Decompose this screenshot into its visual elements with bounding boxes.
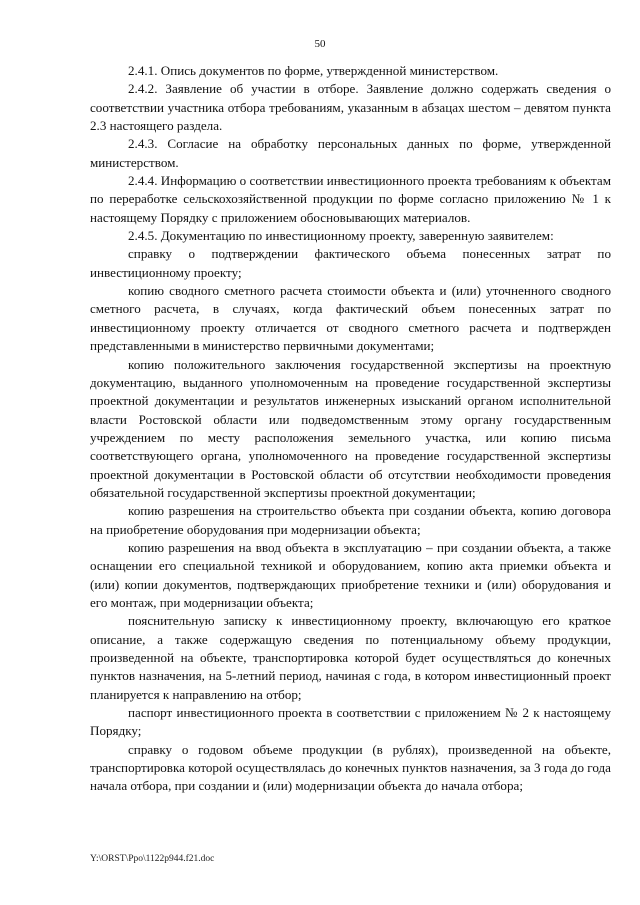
paragraph-2-4-2: 2.4.2. Заявление об участии в отборе. Заявление должно содержать сведения о соответствии участника отбора требованиям, указанным в абзацах шестом – девятом пункта 2.3 настоящего раздела. — [90, 81, 611, 134]
list-item-construction-permit: копию разрешения на строительство объекта при создании объекта, копию договора на приобретение оборудования при модернизации объекта; — [90, 503, 611, 537]
page-number: 50 — [314, 38, 326, 50]
list-item-estimate-copy: копию сводного сметного расчета стоимости объекта и (или) уточненного сводного сметного расчета, в случаях, когда фактический объем понесенных затрат по инвестиционному проекту отличается от сводного сметного расчета и подтвержден представленными в министерство первичными документами; — [90, 283, 611, 354]
list-item-explanatory-note: пояснительную записку к инвестиционному проекту, включающую его краткое описание, а также содержащую сведения по потенциальному объему продукции, произведенной на объекте, транспортировка которой будет осуществляться до конечных пунктов назначения, на 5-летний период, начиная с года, в котором инвестиционный проект планируется к направлению на отбор; — [90, 613, 611, 702]
list-item-commissioning-permit: копию разрешения на ввод объекта в эксплуатацию – при создании объекта, а также оснащении его специальной техникой и оборудованием, копию акта приемки объекта и (или) копии документов, подтверждающих приобретение техники и (или) оборудования и его монтаж, при модернизации объекта; — [90, 539, 611, 610]
list-item-project-passport: паспорт инвестиционного проекта в соответствии с приложением № 2 к настоящему Порядку; — [90, 705, 611, 739]
paragraph-2-4-1: 2.4.1. Опись документов по форме, утвержденной министерством. — [128, 63, 499, 78]
document-body — [90, 62, 611, 796]
list-item-annual-volume-certificate: справку о годовом объеме продукции (в рублях), произведенной на объекте, транспортировка которой осуществлялась до конечных пунктов назначения, за 3 года до года начала отбора, при создании и (или) модернизации объекта до начала отбора; — [90, 741, 611, 794]
list-item-cost-certificate: справку о подтверждении фактического объема понесенных затрат по инвестиционному проекту; — [90, 246, 611, 280]
paragraph-2-4-4: 2.4.4. Информацию о соответствии инвестиционного проекта требованиям к объектам по переработке сельскохозяйственной продукции по форме согласно приложению № 1 к настоящему Порядку с приложением обосновывающих материалов. — [90, 173, 611, 225]
list-item-expertise-conclusion: копию положительного заключения государственной экспертизы на проектную документацию, выданного уполномоченным на проведение государственной экспертизы проектной документации и результатов инженерных изысканий органом исполнительной власти Ростовской области или подведомственным этому органу государственным учреждением по месту расположения земельного участка, или копию письма соответствующего органа, уполномоченного на проведение государственной экспертизы проектной документации в Ростовской области об отсутствии необходимости проведения обязательной государственной экспертизы проектной документации; — [90, 356, 611, 500]
file-path-footer: Y:\ORST\Ppo\1122p944.f21.doc — [90, 854, 215, 864]
paragraph-2-4-3: 2.4.3. Согласие на обработку персональных данных по форме, утвержденной министерством. — [90, 136, 611, 170]
paragraph-2-4-5: 2.4.5. Документацию по инвестиционному проекту, заверенную заявителем: — [128, 228, 554, 244]
